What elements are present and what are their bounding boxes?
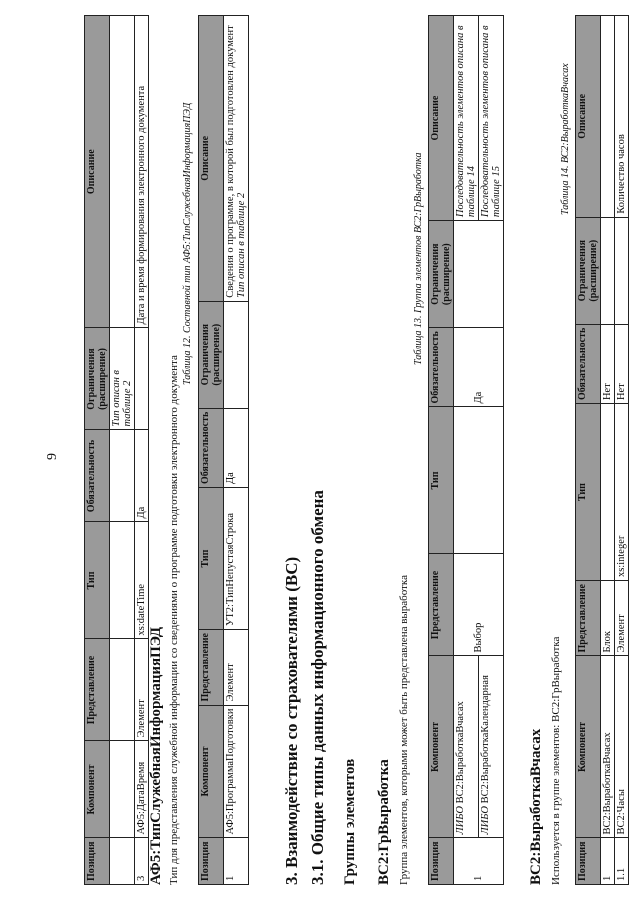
- table-13: [428, 15, 504, 885]
- section-intro-vs2: Группа элементов, которыми может быть представлена выработка: [398, 575, 410, 885]
- section-intro-vs2h: Используется в группе элементов: ВС2:ГрВыработка: [550, 636, 562, 885]
- table-header-row: Позиция Компонент Представление Тип Обязательность Ограничения (расширение) Описание: [199, 16, 224, 885]
- section-title-vs2h: ВС2:ВыработкаВчасах: [528, 728, 544, 885]
- section-intro-af5: Тип для представления служебной информации со сведениями о программе подготовки электронного документа: [168, 355, 180, 885]
- table-12: [198, 15, 249, 885]
- table-header-row: Позиция Компонент Представление Тип Обязательность Ограничения (расширение) Описание: [429, 16, 454, 885]
- table-caption-14: Таблица 14. ВС2:ВыработкаВчасах: [560, 63, 571, 215]
- table-row: 1 ЛИБО ВС2:ВыработкаВчасах Выбор Да Последовательность элементов описана в таблице 14: [454, 16, 479, 885]
- table-row: 1 ВС2:ВыработкаВчасах Блок Нет: [601, 16, 615, 885]
- section-3-1-title: 3.1. Общие типы данных информационного обмена: [308, 490, 327, 885]
- section-3-title: 3. Взаимодействие со страхователями (ВС): [282, 556, 301, 885]
- table-row: 1.1 ВС2:Часы Элемент xs:integer Нет Количество часов: [615, 16, 629, 885]
- groups-heading: Группы элементов: [342, 758, 358, 885]
- table-header-row: Позиция Компонент Представление Тип Обязательность Ограничения (расширение) Описание: [85, 16, 110, 885]
- table-row: ЛИБО ВС2:ВыработкаКалендарная Последовательность элементов описана в таблице 15: [479, 16, 504, 885]
- table-caption-13: Таблица 13. Группа элементов ВС2:ГрВыработка: [413, 152, 424, 365]
- page-number: 9: [45, 453, 60, 460]
- table-row: Тип описан в таблице 2: [110, 16, 135, 885]
- section-title-vs2: ВС2:ГрВыработка: [376, 759, 392, 885]
- section-title-af5: АФ5:ТипСлужебнаяИнформацияПЭД: [148, 626, 164, 885]
- table-row: 3 АФ5:ДатаВремя Элемент xs:dateTime Да Дата и время формирования электронного документа: [135, 16, 149, 885]
- table-row: 1 АФ5:ПрограммаПодготовки Элемент УТ2:ТипНепустаяСтрока Да Сведения о программе, в которой был подготовлен документ Тип описан в таблице 2: [224, 16, 249, 885]
- table-header-row: Позиция Компонент Представление Тип Обязательность Ограничения (расширение) Описание: [576, 16, 601, 885]
- table-top: [84, 15, 149, 885]
- table-14: [575, 15, 629, 885]
- table-caption-12: Таблица 12. Составной тип АФ5:ТипСлужебнаяИнформацияПЭД: [182, 102, 193, 385]
